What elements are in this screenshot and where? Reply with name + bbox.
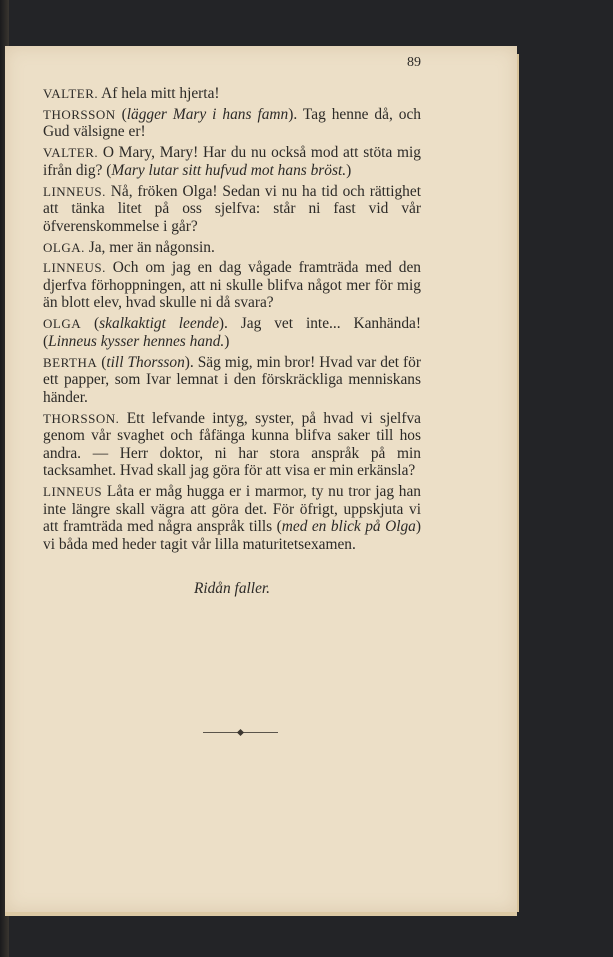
speech-text: )	[346, 161, 352, 179]
speech-text: Och om jag en dag vågade framträda med den djerfva förhoppningen, att ni skulle blifva något mer för mig än blott elev, hvad skulle ni då svara?	[43, 259, 422, 312]
speaker-name: LINNEUS.	[43, 183, 106, 199]
speech-text: )	[224, 332, 230, 350]
speaker-name: OLGA	[43, 316, 82, 332]
dialogue-line	[43, 239, 421, 257]
stage-direction: Linneus kysser hennes hand.	[48, 332, 225, 350]
dialogue-line	[43, 354, 421, 407]
dialogue-line	[43, 85, 421, 103]
dialogue-line	[43, 183, 421, 236]
speech-text: Ett lefvande intyg, syster, på hvad vi sjelfva genom vår svaghet och fåfänga kunna blifva saker till hos andra. — Herr doktor, ni har stora anspråk på min tacksamhet. Hvad skall jag göra för att visa er min erkänsla?	[43, 409, 421, 480]
speech-text: ) vi båda med heder tagit vår lilla maturitetsexamen.	[43, 518, 421, 553]
dialogue-line	[43, 315, 421, 350]
speaker-name: VALTER.	[43, 86, 99, 101]
speaker-name: BERTHA	[43, 354, 98, 370]
dialogue-line	[43, 410, 421, 480]
stage-direction: skalkaktigt leende	[99, 315, 219, 333]
dialogue	[43, 85, 421, 554]
stage-direction: lägger Mary i hans famn	[126, 105, 289, 123]
speaker-name: VALTER.	[43, 145, 99, 161]
speech-text: Ja, mer än någonsin.	[88, 238, 215, 256]
speech-text: ). Säg mig, min bror! Hvad var det för ett papper, som Ivar lemnat i den förskräckliga menniskans händer.	[43, 353, 421, 406]
dialogue-line	[43, 483, 421, 553]
speech-text: Af hela mitt hjerta!	[101, 85, 220, 102]
speech-text: O Mary, Mary! Har du nu också mod att stöta mig ifrån dig? (	[43, 144, 421, 179]
dialogue-line	[43, 106, 421, 141]
speech-text: (	[94, 315, 100, 333]
ornament-diamond	[237, 729, 244, 736]
speech-text: (	[121, 105, 127, 123]
speech-text: (	[101, 353, 107, 371]
speech-text: Nå, fröken Olga! Sedan vi nu ha tid och rättighet att tänka litet på oss sjelfva: står ni fast vid vår öfverenskommelse i går?	[43, 182, 421, 235]
dialogue-line	[43, 259, 421, 312]
speaker-name: THORSSON.	[43, 410, 120, 426]
end-ornament	[203, 730, 278, 736]
speech-text: ). Tag henne då, och Gud välsigne er!	[43, 105, 421, 141]
speaker-name: LINNEUS.	[43, 260, 106, 276]
page-text	[43, 55, 421, 597]
speech-text: Låta er måg hugga er i marmor, ty nu tror jag han inte längre skall vägra att göra det. För öfrigt, uppskjuta vi att framträda med några anspråk tills (	[43, 483, 421, 536]
speaker-name: THORSSON	[43, 106, 116, 122]
curtain-falls: Ridån faller.	[193, 579, 271, 597]
stage-direction: med en blick på Olga	[281, 518, 416, 536]
dialogue-line	[43, 144, 421, 179]
page-number: 89	[407, 55, 421, 70]
speaker-name: LINNEUS	[43, 484, 103, 500]
stage-direction: till Thorsson	[106, 353, 185, 371]
stage-direction: Mary lutar sitt hufvud mot hans bröst.	[111, 161, 347, 179]
speech-text: ). Jag vet inte... Kanhända! (	[43, 315, 421, 350]
speaker-name: OLGA.	[43, 239, 85, 255]
